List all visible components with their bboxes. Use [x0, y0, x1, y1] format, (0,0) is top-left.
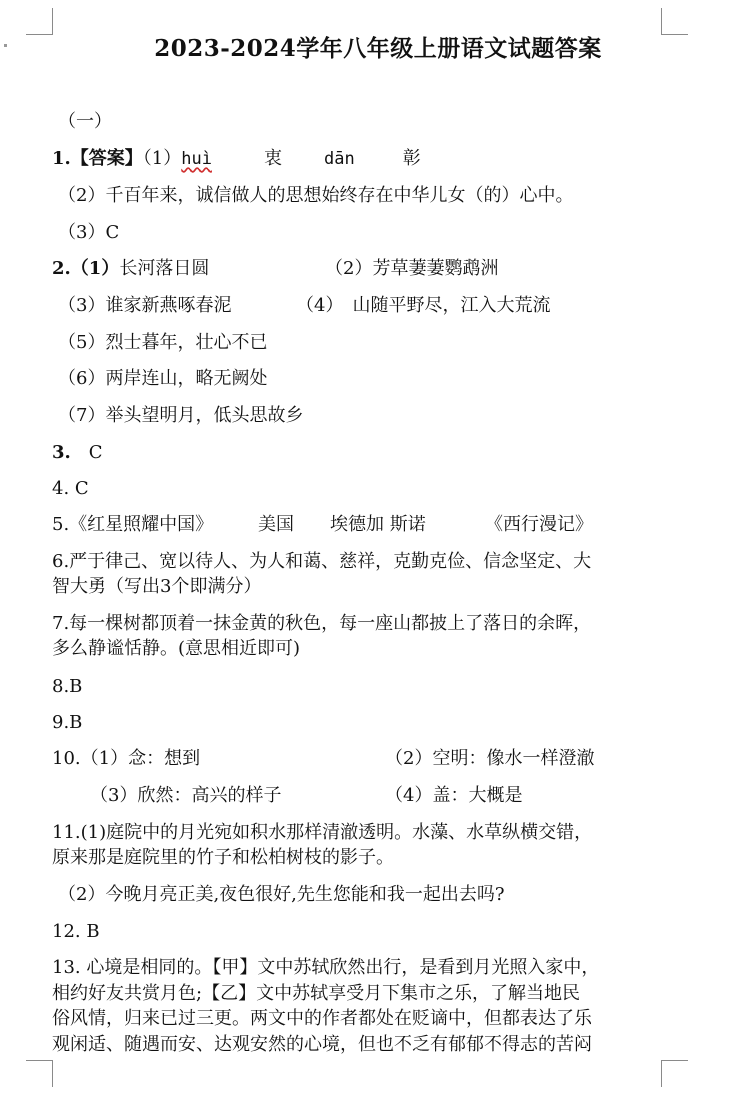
crop-mark-bottom-left — [26, 1060, 53, 1087]
q12-line: 12. B — [52, 921, 100, 942]
q1-line — [52, 147, 421, 171]
q3-answer: C — [88, 442, 103, 463]
q5-book-title: 5.《红星照耀中国》 — [52, 514, 214, 535]
q6-line2: 智大勇（写出3个即满分） — [52, 576, 262, 597]
q2-part1-label: （1） — [70, 258, 120, 279]
q1-number: 1. — [52, 148, 71, 169]
q1-part3: （3）C — [58, 222, 120, 243]
section-heading: （一） — [58, 111, 112, 132]
q2-part1-text: 长河落日圆 — [119, 258, 210, 279]
document-title: 2023-2024学年八年级上册语文试题答案 — [154, 35, 602, 62]
q7-line1: 7.每一棵树都顶着一抹金黄的秋色，每一座山都披上了落日的余晖， — [52, 613, 592, 634]
q11-line1: 11.(1)庭院中的月光宛如积水那样清澈透明。水藻、水草纵横交错， — [52, 822, 593, 843]
q9-line: 9.B — [52, 712, 83, 733]
q3-line — [52, 441, 103, 465]
q2-part4: （4） 山随平野尽，江入大荒流 — [296, 295, 551, 316]
q13-line2: 相约好友共赏月色;【乙】文中苏轼享受月下集市之乐，了解当地民 — [52, 983, 581, 1004]
q10-part2: （2）空明：像水一样澄澈 — [385, 748, 595, 769]
q10-part4: （4）盖：大概是 — [385, 785, 523, 806]
q13-line1: 13. 心境是相同的。【甲】文中苏轼欣然出行，是看到月光照入家中， — [52, 957, 600, 978]
q4-line: 4. C — [52, 478, 89, 499]
q8-line: 8.B — [52, 676, 83, 697]
q11-part2: （2）今晚月亮正美,夜色很好,先生您能和我一起出去吗? — [58, 884, 505, 905]
q1-pinyin-1: huì — [181, 149, 212, 169]
q6-line1: 6.严于律己、宽以待人、为人和蔼、慈祥，克勤克俭、信念坚定、大 — [52, 551, 592, 572]
q1-answer-tag: 【答案】 — [70, 148, 143, 169]
q1-pinyin-2: dān — [323, 149, 355, 169]
q2-part3: （3）谁家新燕啄春泥 — [58, 295, 232, 316]
q1-char-2: 彰 — [402, 148, 421, 169]
q10-part3: （3）欣然：高兴的样子 — [90, 785, 282, 806]
q10-part1: 10.（1）念：想到 — [52, 748, 201, 769]
q2-line1 — [52, 257, 209, 281]
q7-line2: 多么静谧恬静。(意思相近即可) — [52, 638, 301, 659]
crop-mark-bottom-right — [661, 1060, 688, 1087]
q5-alt-title: 《西行漫记》 — [485, 514, 593, 535]
q1-part2: （2）千百年来，诚信做人的思想始终存在中华儿女（的）心中。 — [58, 185, 574, 206]
q5-country: 美国 — [258, 514, 294, 535]
q2-part6: （6）两岸连山，略无阙处 — [58, 368, 268, 389]
q2-number: 2. — [52, 258, 71, 279]
q2-part5: （5）烈士暮年，壮心不已 — [58, 332, 268, 353]
q1-part1-label: （1） — [142, 148, 182, 169]
q3-number: 3. — [52, 442, 71, 463]
q2-part2: （2）芳草萋萋鹦鹉洲 — [325, 258, 499, 279]
q11-line2: 原来那是庭院里的竹子和松柏树枝的影子。 — [52, 847, 394, 868]
q13-line4: 观闲适、随遇而安、达观安然的心境，但也不乏有郁郁不得志的苦闷 — [52, 1034, 592, 1055]
q2-part7: （7）举头望明月，低头思故乡 — [58, 405, 304, 426]
q5-author: 埃德加 斯诺 — [330, 514, 426, 535]
q1-char-1: 衷 — [263, 148, 282, 169]
q13-line3: 俗风情，归来已过三更。两文中的作者都处在贬谪中，但都表达了乐 — [52, 1008, 592, 1029]
